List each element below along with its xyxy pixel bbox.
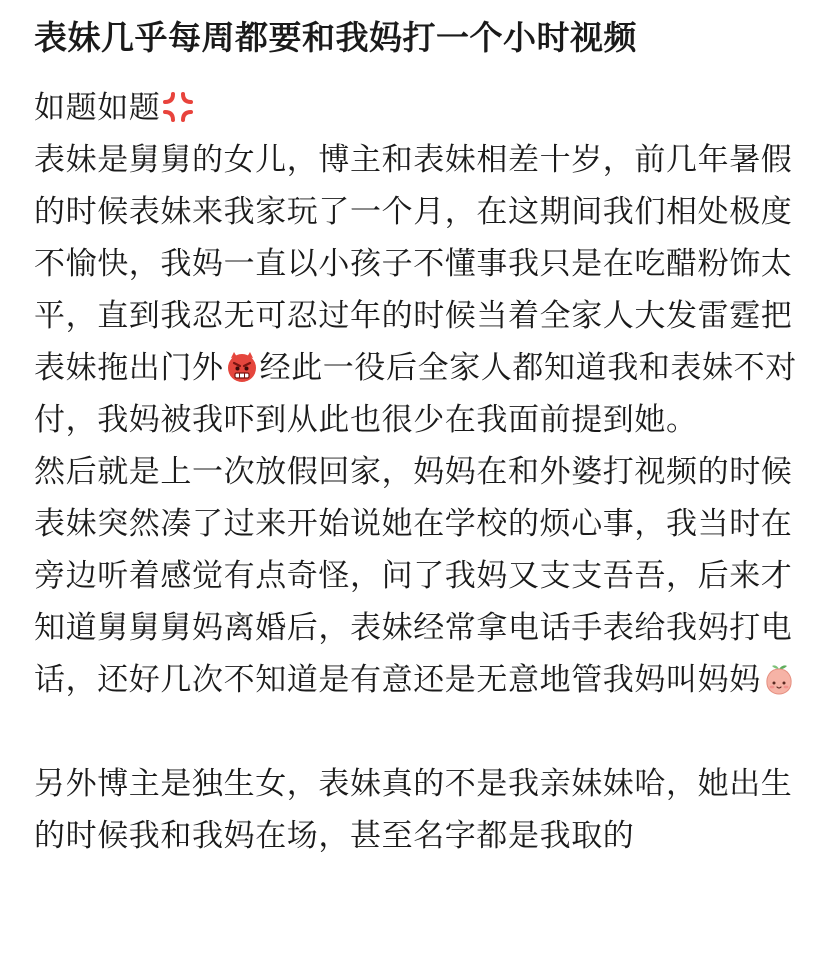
paragraph-1-part-1: 表妹是舅舅的女儿，博主和表妹相差十岁，前几年暑假的时候表妹来我家玩了一个月，在这期间我们相处极度不愉快，我妈一直以小孩子不懂事我只是在吃醋粉饰太平，直到我忍无可忍过年的时候当着全家人大发雷霆把表妹拖出门外 bbox=[34, 142, 793, 386]
intro-text: 如题如题 bbox=[34, 90, 161, 126]
post-title: 表妹几乎每周都要和我妈打一个小时视频 bbox=[34, 18, 637, 57]
paragraph-1-part-2: 经此一役后全家人都知道我和表妹不对付，我妈被我吓到从此也很少在我面前提到她。 bbox=[34, 350, 797, 438]
paragraph-2 bbox=[34, 446, 804, 706]
peach-face-icon bbox=[762, 662, 796, 696]
anger-symbol-icon bbox=[161, 90, 195, 124]
paragraph-2-text: 然后就是上一次放假回家，妈妈在和外婆打视频的时候表妹突然凑了过来开始说她在学校的烦心事，我当时在旁边听着感觉有点奇怪，问了我妈又支支吾吾，后来才知道舅舅舅妈离婚后，表妹经常拿电话手表给我妈打电话，还好几次不知道是有意还是无意地管我妈叫妈妈 bbox=[34, 454, 793, 698]
post-body bbox=[34, 82, 804, 862]
paragraph-spacer bbox=[34, 706, 804, 758]
intro-paragraph bbox=[34, 82, 804, 134]
paragraph-3 bbox=[34, 758, 804, 862]
post bbox=[34, 0, 804, 862]
angry-face-icon bbox=[225, 350, 259, 384]
paragraph-3-text: 另外博主是独生女，表妹真的不是我亲妹妹哈，她出生的时候我和我妈在场，甚至名字都是我取的 bbox=[34, 766, 793, 854]
paragraph-1 bbox=[34, 134, 804, 446]
